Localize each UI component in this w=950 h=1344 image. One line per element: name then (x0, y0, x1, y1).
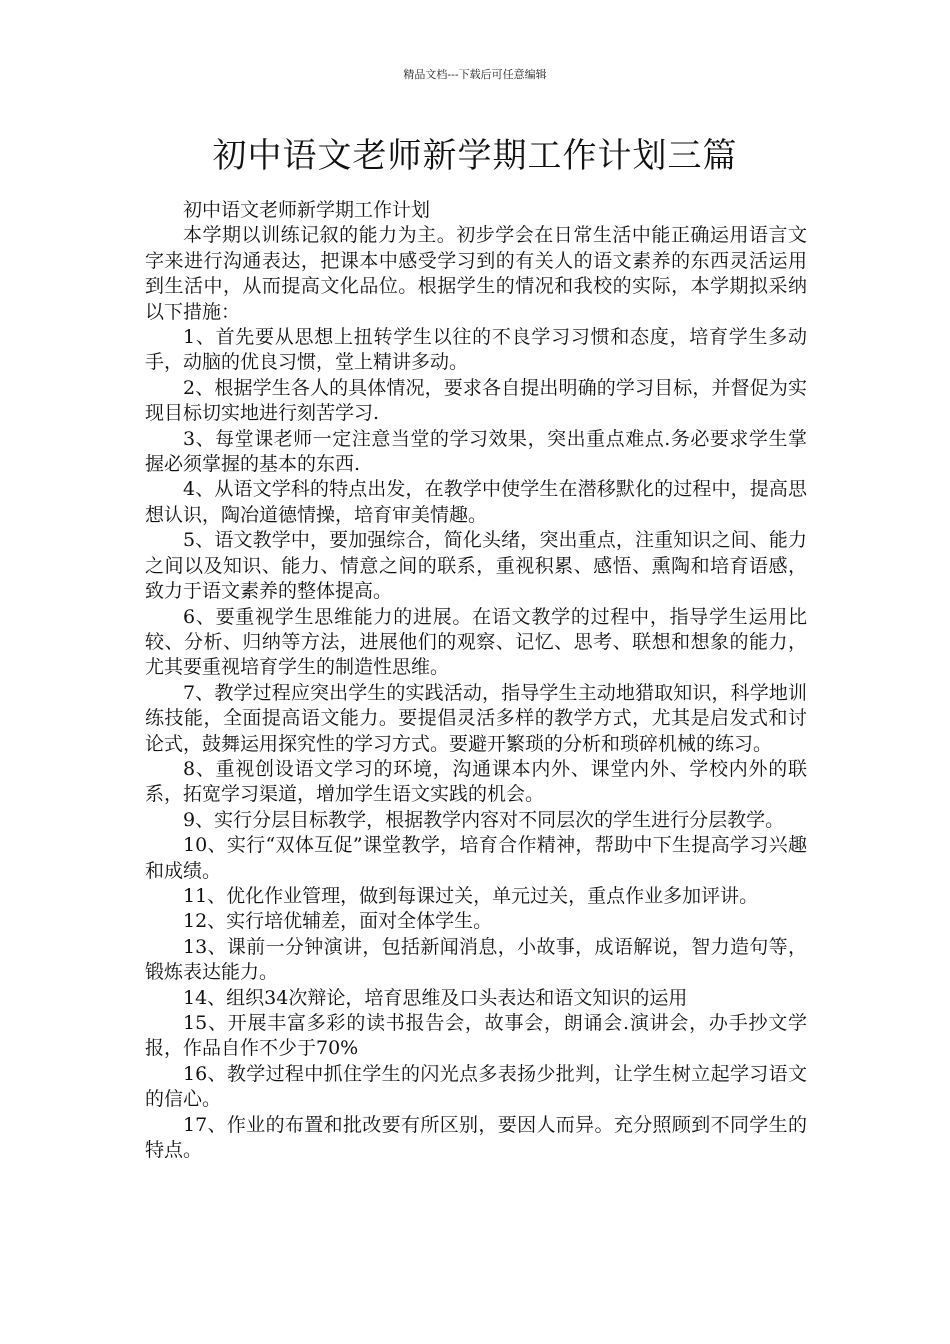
paragraph: 8、重视创设语文学习的环境，沟通课本内外、课堂内外、学校内外的联系，拓宽学习渠道，增加学生语文实践的机会。 (145, 757, 807, 806)
paragraph: 1、首先要从思想上扭转学生以往的不良学习习惯和态度，培育学生多动手，动脑的优良习惯，堂上精讲多动。 (145, 326, 807, 374)
paragraph: 3、每堂课老师一定注意当堂的学习效果，突出重点难点.务必要求学生掌握必须掌握的基本的东西. (145, 427, 807, 476)
paragraph: 10、实行“双体互促”课堂教学，培育合作精神，帮助中下生提高学习兴趣和成绩。 (145, 834, 807, 882)
header-note: 精品文档---下载后可任意编辑 (403, 68, 547, 81)
paragraph: 本学期以训练记叙的能力为主。初步学会在日常生活中能正确运用语言文字来进行沟通表达，把课本中感受学习到的有关人的语文素养的东西灵活运用到生活中，从而提高文化品位。根据学生的情况和我校的实际，本学期拟采纳以下措施： (145, 224, 807, 323)
section-subtitle: 初中语文老师新学期工作计划 (183, 199, 431, 221)
paragraph: 2、根据学生各人的具体情况，要求各自提出明确的学习目标，并督促为实现目标切实地进行刻苦学习. (145, 376, 807, 425)
paragraph: 15、开展丰富多彩的读书报告会，故事会，朗诵会.演讲会，办手抄文学报，作品自作不少于70% (145, 1012, 807, 1060)
document-body (145, 198, 807, 1163)
paragraph: 7、教学过程应突出学生的实践活动，指导学生主动地猎取知识，科学地训练技能，全面提高语文能力。要提倡灵活多样的教学方式，尤其是启发式和讨论式，鼓舞运用探究性的学习方式。要避开繁琐的分析和琐碎机械的练习。 (145, 681, 807, 755)
paragraph: 12、实行培优辅差，面对全体学生。 (183, 910, 493, 933)
paragraph: 17、作业的布置和批改要有所区别，要因人而异。充分照顾到不同学生的特点。 (145, 1113, 807, 1162)
paragraph: 5、语文教学中，要加强综合，简化头绪，突出重点，注重知识之间、能力之间以及知识、能力、情意之间的联系，重视积累、感悟、熏陶和培育语感，致力于语文素养的整体提高。 (145, 529, 807, 603)
paragraph: 16、教学过程中抓住学生的闪光点多表扬少批判，让学生树立起学习语文的信心。 (145, 1062, 807, 1111)
document-title: 初中语文老师新学期工作计划三篇 (212, 136, 738, 176)
paragraph: 14、组织34次辩论，培育思维及口头表达和语文知识的运用 (183, 986, 688, 1009)
paragraph: 4、从语文学科的特点出发，在教学中使学生在潜移默化的过程中，提高思想认识，陶冶道德情操，培育审美情趣。 (145, 478, 807, 526)
paragraph: 6、要重视学生思维能力的进展。在语文教学的过程中，指导学生运用比较、分析、归纳等方法，进展他们的观察、记忆、思考、联想和想象的能力，尤其要重视培育学生的制造性思维。 (145, 605, 807, 679)
paragraph: 13、课前一分钟演讲，包括新闻消息，小故事，成语解说，智力造句等，锻炼表达能力。 (145, 935, 807, 984)
paragraph: 9、实行分层目标教学，根据教学内容对不同层次的学生进行分层教学。 (183, 808, 785, 831)
paragraph: 11、优化作业管理，做到每课过关，单元过关，重点作业多加评讲。 (183, 884, 759, 907)
